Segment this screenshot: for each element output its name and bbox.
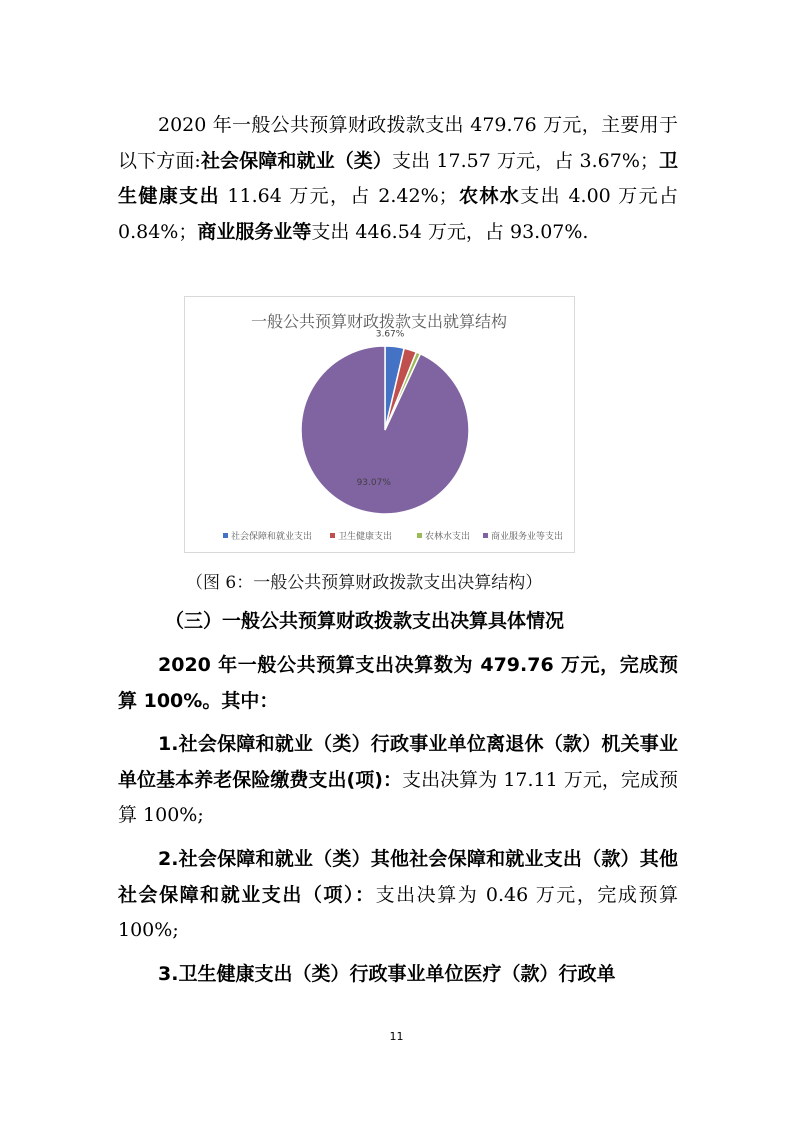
intro-text-2: 支出 17.57 万元，占 3.67%； — [392, 149, 659, 172]
item-heading: 2.社会保障和就业（类）其他社会保障和就业支出（款）其他社会保障和就业支出（项）： — [118, 848, 678, 906]
intro-text-3: 11.64 万元，占 2.42%； — [219, 185, 458, 207]
summary-paragraph: 2020 年一般公共预算支出决算数为 479.76 万元，完成预算 100%。其中： — [118, 654, 678, 712]
legend-label: 社会保障和就业支出 — [231, 532, 313, 542]
legend-label: 商业服务业等支出 — [491, 532, 564, 542]
intro-bold-agriculture: 农林水 — [457, 185, 521, 207]
legend-swatch — [483, 533, 488, 538]
item-heading: 1.社会保障和就业（类）行政事业单位离退休（款）机关事业单位基本养老保险缴费支出(项)： — [118, 733, 678, 791]
list-item — [118, 842, 678, 949]
pie-chart-svg — [185, 297, 574, 552]
intro-text-1: 2020 年一般公共预算财政拨款支出 479.76 万元，主要用于以下方面: — [118, 114, 678, 172]
list-item — [118, 727, 678, 834]
figure-caption: （图 6：一般公共预算财政拨款支出决算结构） — [186, 573, 543, 593]
intro-text-5: 支出 446.54 万元，占 93.07%. — [311, 220, 589, 243]
pie-data-label: 93.07% — [356, 477, 391, 488]
item-text: 支出决算为 0.46 万元，完成预算 100%; — [118, 883, 678, 941]
page-number: 11 — [389, 1030, 404, 1043]
intro-paragraph — [118, 108, 678, 250]
legend-swatch — [330, 533, 335, 538]
legend-swatch — [417, 533, 422, 538]
intro-bold-social-security: 社会保障和就业（类） — [200, 149, 393, 172]
list-item — [118, 957, 678, 993]
intro-bold-commerce: 商业服务业等 — [197, 220, 312, 243]
section-title: （三）一般公共预算财政拨款支出决算具体情况 — [165, 610, 565, 632]
item-text: 支出决算为 17.11 万元，完成预算 100%; — [118, 768, 678, 826]
pie-slice-4 — [301, 346, 469, 514]
pie-data-label: 3.67% — [375, 329, 405, 340]
chart-title: 一般公共预算财政拨款支出就算结构 — [250, 312, 508, 331]
intro-text-4: 支出 4.00 万元占 0.84%； — [118, 185, 678, 243]
intro-bold-health: 卫生健康支出 — [118, 149, 678, 207]
item-heading: 3.卫生健康支出（类）行政事业单位医疗（款）行政单 — [158, 963, 616, 985]
legend-label: 卫生健康支出 — [338, 532, 393, 542]
pie-chart — [184, 296, 575, 553]
legend-label: 农林水支出 — [425, 532, 471, 542]
legend-swatch — [223, 533, 228, 538]
